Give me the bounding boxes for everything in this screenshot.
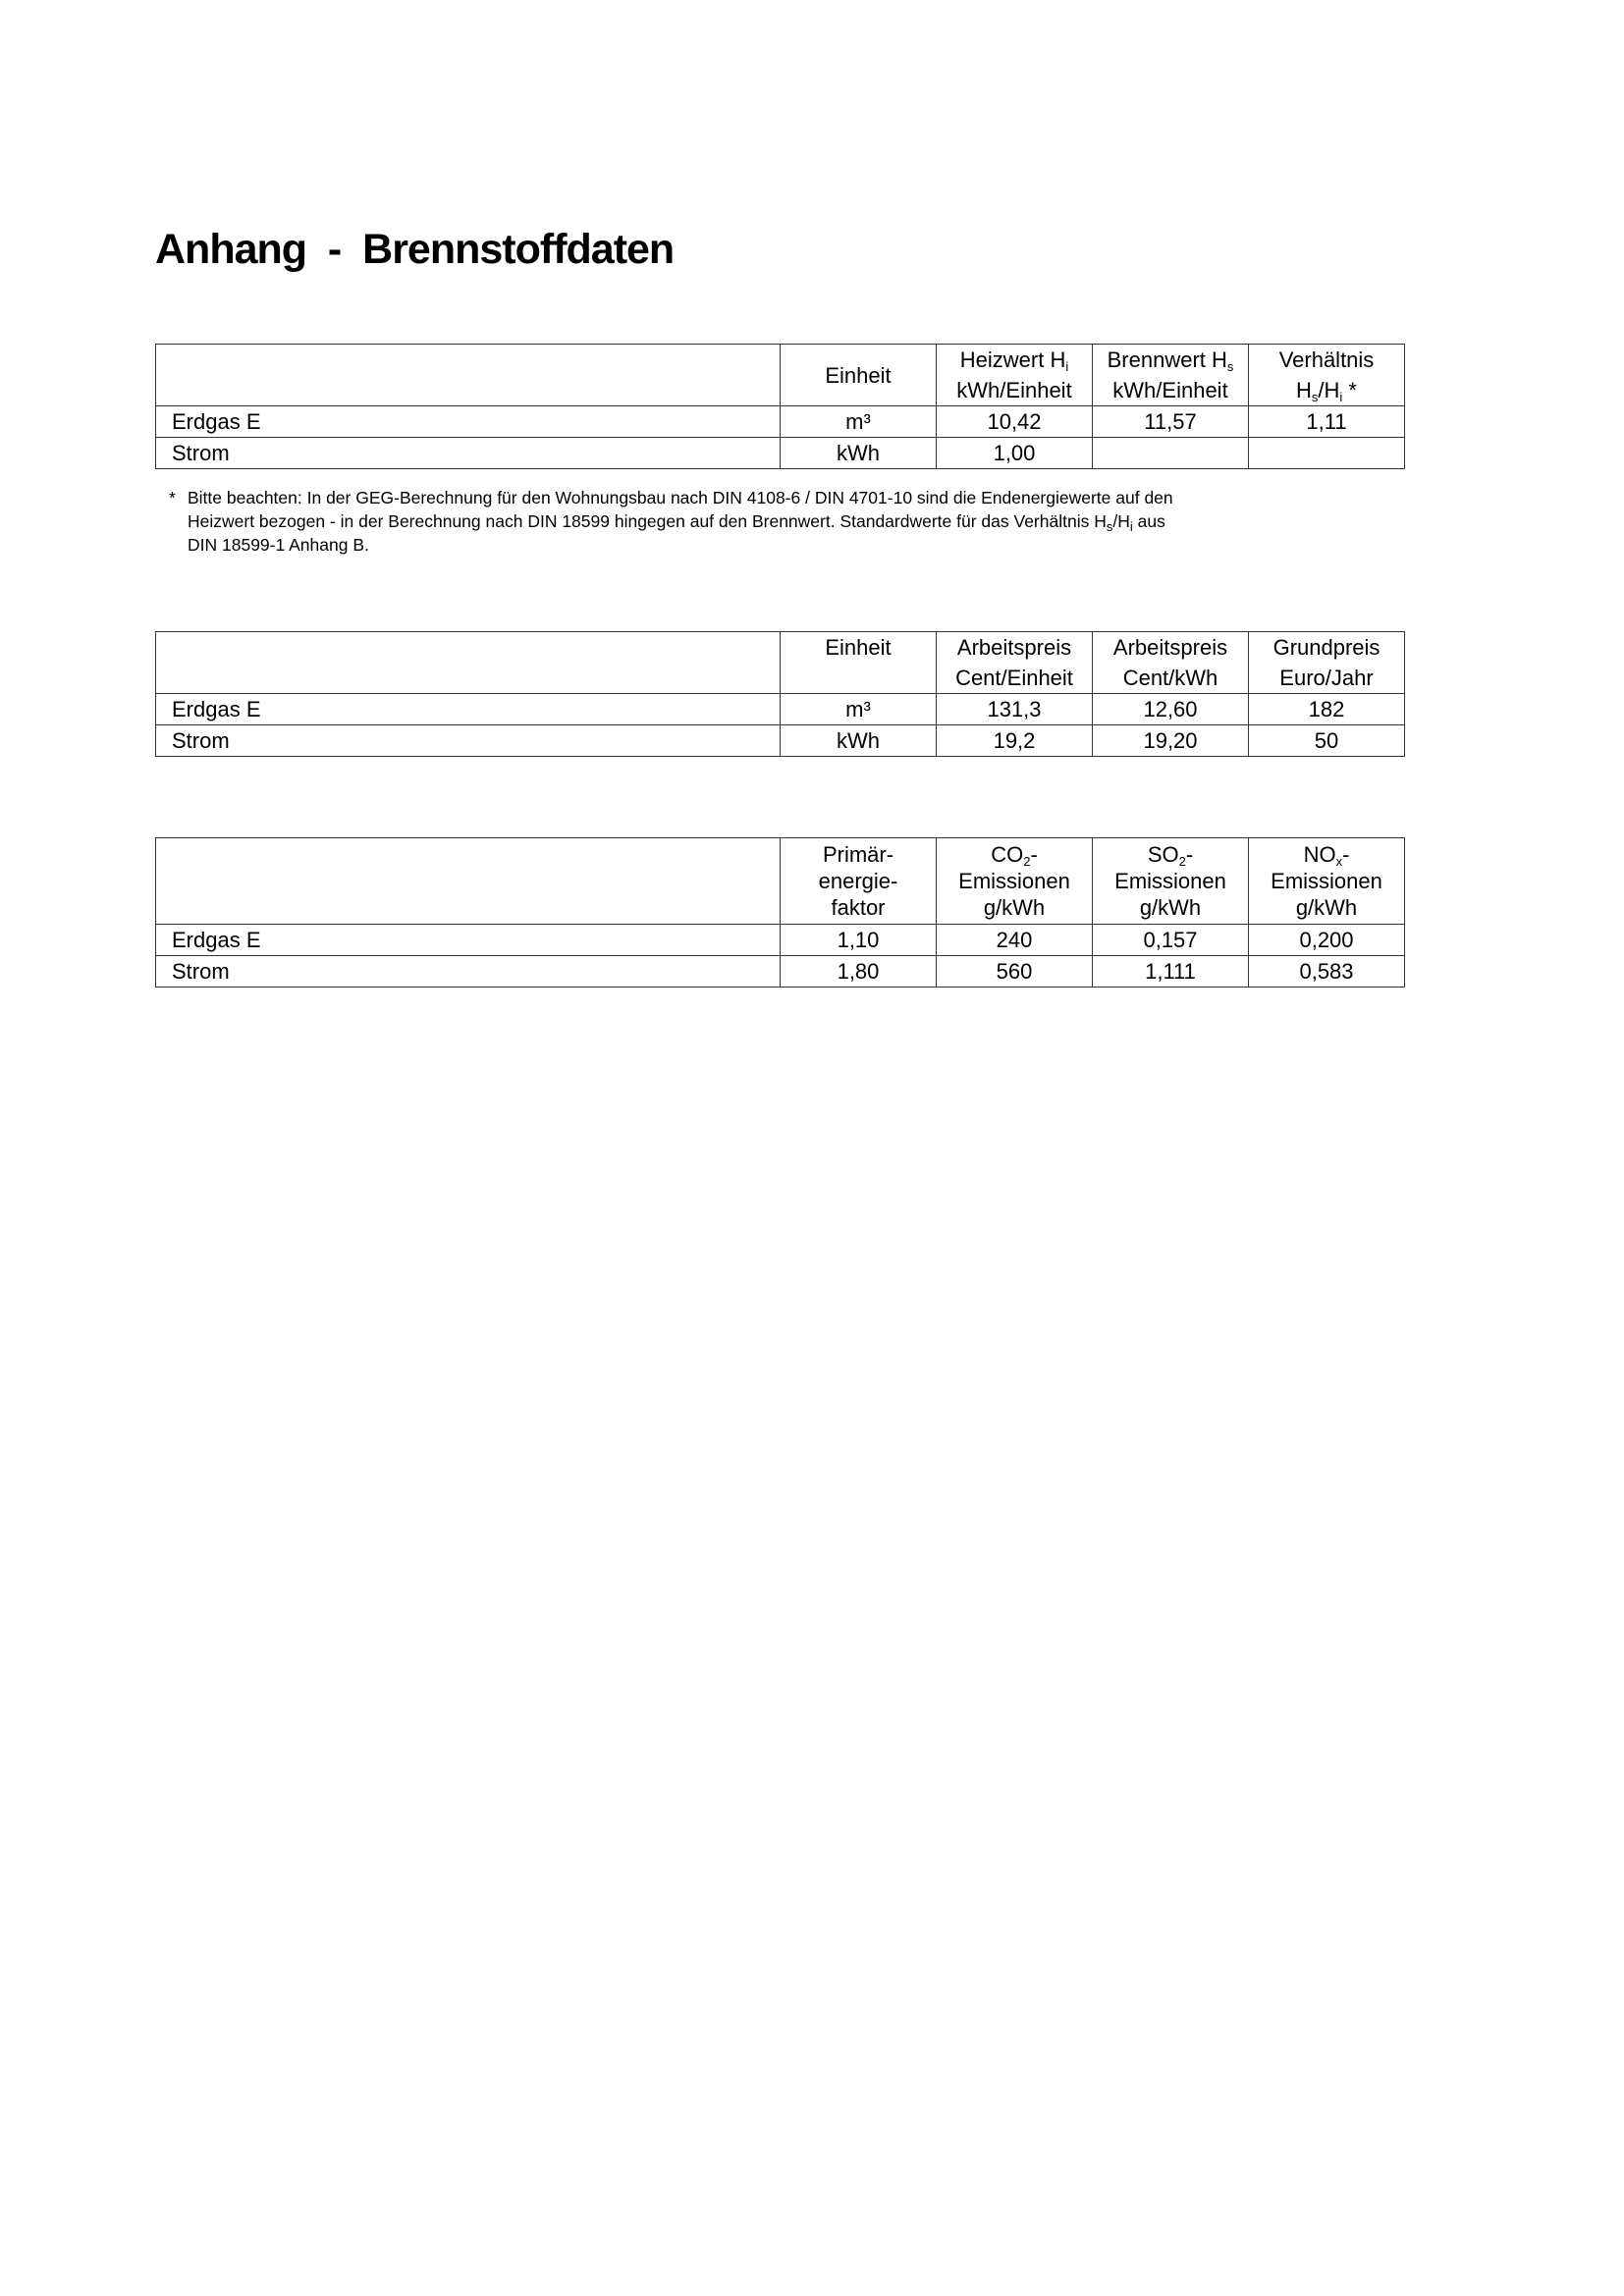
fuel-unit: m³ (781, 406, 937, 438)
table-row (156, 925, 1405, 956)
table-row (156, 694, 1405, 725)
page-title: Anhang - Brennstoffdaten (155, 226, 675, 273)
footnote-line-2: Heizwert bezogen - in der Berechnung nach DIN 18599 hingegen auf den Brennwert. Standardwerte für das Verhältnis $H_s/H_i$ aus (188, 511, 1165, 534)
fuel-name: Erdgas E (156, 694, 781, 725)
primary-energy-factor-value: 1,10 (781, 925, 937, 956)
ratio-value (1249, 438, 1405, 469)
brennwert-value (1093, 438, 1249, 469)
footnote-line-3: DIN 18599-1 Anhang B. (188, 535, 369, 555)
footnote-marker: * (169, 488, 176, 507)
header-co2: $CO_2-$ Emissionen g/kWh (937, 838, 1093, 925)
fuel-name: Strom (156, 956, 781, 988)
header-brennwert: Brennwert $H_s$ kWh/Einheit (1093, 345, 1249, 406)
table-row (156, 438, 1405, 469)
arbeitspreis-kwh-value: 19,20 (1093, 725, 1249, 757)
header-nox: $NO_x-$ Emissionen g/kWh (1249, 838, 1405, 925)
so2-value: 0,157 (1093, 925, 1249, 956)
heizwert-value: 1,00 (937, 438, 1093, 469)
fuel-name: Erdgas E (156, 925, 781, 956)
nox-value: 0,583 (1249, 956, 1405, 988)
header-so2: $SO_2-$ Emissionen g/kWh (1093, 838, 1249, 925)
fuel-unit: kWh (781, 438, 937, 469)
co2-value: 240 (937, 925, 1093, 956)
nox-value: 0,200 (1249, 925, 1405, 956)
header-arbeitspreis-kwh: Arbeitspreis Cent/kWh (1093, 632, 1249, 694)
fuel-unit: m³ (781, 694, 937, 725)
primary-energy-factor-value: 1,80 (781, 956, 937, 988)
header-unit: Einheit (781, 632, 937, 694)
arbeitspreis-unit-value: 19,2 (937, 725, 1093, 757)
arbeitspreis-kwh-value: 12,60 (1093, 694, 1249, 725)
table-row (156, 406, 1405, 438)
header-arbeitspreis-unit: Arbeitspreis Cent/Einheit (937, 632, 1093, 694)
arbeitspreis-unit-value: 131,3 (937, 694, 1093, 725)
co2-value: 560 (937, 956, 1093, 988)
header-ratio: Verhältnis $H_s/H_i$ * (1249, 345, 1405, 406)
fuel-price-table (155, 631, 1405, 757)
table-row (156, 956, 1405, 988)
grundpreis-value: 182 (1249, 694, 1405, 725)
fuel-name: Strom (156, 438, 781, 469)
fuel-emission-table (155, 837, 1405, 988)
fuel-name: Strom (156, 725, 781, 757)
fuel-calorific-table (155, 344, 1405, 469)
header-heizwert: Heizwert $H_i$ kWh/Einheit (937, 345, 1093, 406)
footnote (169, 486, 1347, 557)
table-header-row (156, 838, 1405, 925)
header-unit: Einheit (781, 345, 937, 406)
fuel-name: Erdgas E (156, 406, 781, 438)
table-header-row (156, 345, 1405, 406)
table-row (156, 725, 1405, 757)
so2-value: 1,111 (1093, 956, 1249, 988)
header-grundpreis: Grundpreis Euro/Jahr (1249, 632, 1405, 694)
heizwert-value: 10,42 (937, 406, 1093, 438)
table-header-row (156, 632, 1405, 694)
empty-header-cell (156, 632, 781, 694)
header-primary-energy-factor: Primär- energie- faktor (781, 838, 937, 925)
empty-header-cell (156, 838, 781, 925)
footnote-line-1: Bitte beachten: In der GEG-Berechnung für den Wohnungsbau nach DIN 4108-6 / DIN 4701-10 sind die Endenergiewerte auf den (188, 488, 1173, 507)
ratio-value: 1,11 (1249, 406, 1405, 438)
grundpreis-value: 50 (1249, 725, 1405, 757)
fuel-unit: kWh (781, 725, 937, 757)
brennwert-value: 11,57 (1093, 406, 1249, 438)
empty-header-cell (156, 345, 781, 406)
